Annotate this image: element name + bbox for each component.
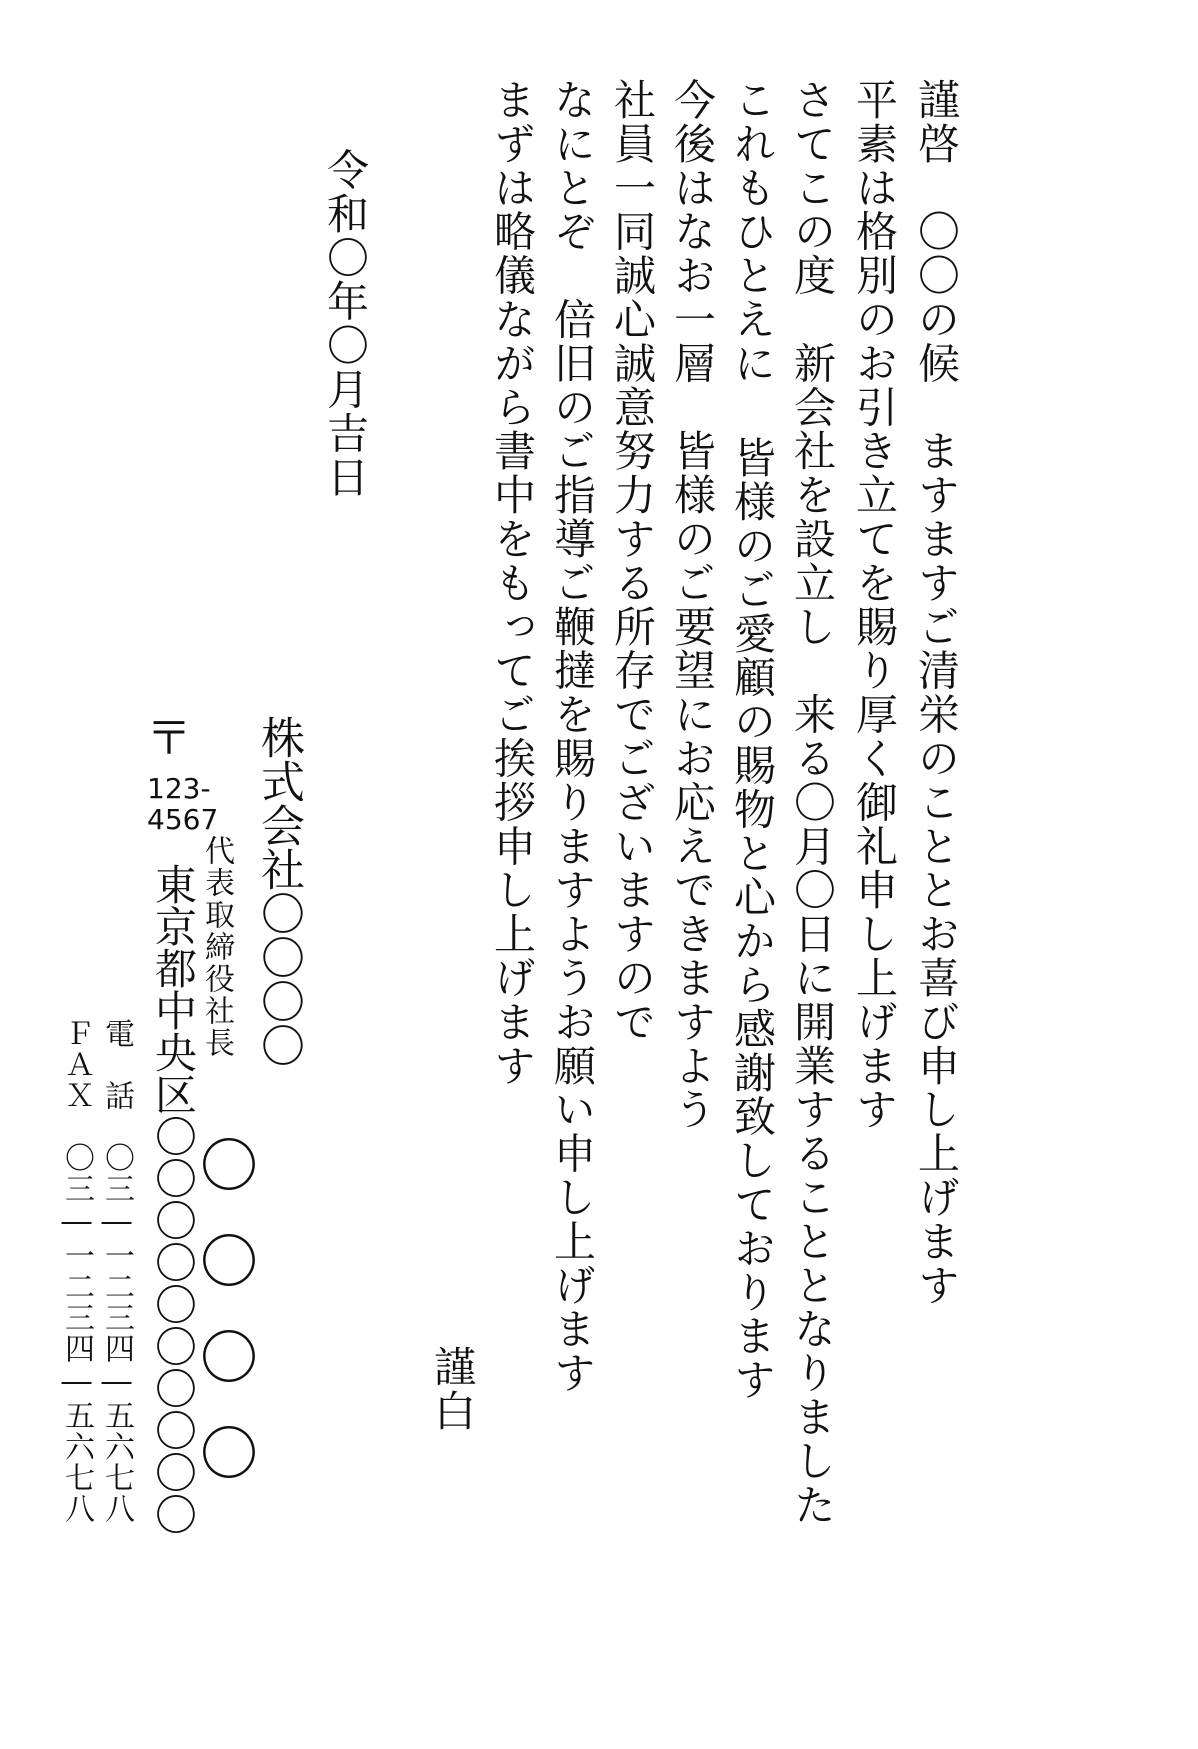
- letter-date: 令和〇年〇月吉日: [321, 148, 370, 500]
- letter-body-line-6: 社員一同誠心誠意努力する所存でございますので: [608, 78, 657, 1044]
- letter-closing: 謹白: [428, 1345, 477, 1433]
- letter-body-line-8: まずは略儀ながら書中をもってご挨拶申し上げます: [488, 78, 537, 1088]
- sender-fax: ＦＡＸ 〇三―一二三四―五六七八: [59, 1018, 94, 1524]
- postal-code: 123-4567: [147, 772, 219, 837]
- letter-body-line-1: 謹啓 〇〇の候 ますますご清栄のこととお喜び申し上げます: [912, 78, 961, 1308]
- sender-tel: 電 話 〇三―一二三四―五六七八: [99, 1018, 134, 1524]
- sender-title: 代表取締役社長: [199, 835, 234, 1059]
- letter-body-line-7: なにとぞ 倍旧のご指導ご鞭撻を賜りますようお願い申し上げます: [548, 78, 597, 1395]
- sender-address: 東京都中央区〇〇〇〇〇〇〇〇〇〇: [149, 863, 198, 1535]
- letter-body-line-5: 今後はなお一層 皆様のご要望にお応えできますよう: [668, 78, 717, 1132]
- letter-body-line-2: 平素は格別のお引き立てを賜り厚く御礼申し上げます: [850, 78, 899, 1132]
- letter-body-line-4: これもひとえに 皆様のご愛顧の賜物と心から感謝致しております: [728, 78, 777, 1402]
- postal-mark: 〒: [146, 711, 192, 765]
- sender-name: 〇〇〇〇: [190, 1135, 258, 1519]
- letter-body-line-3: さてこの度 新会社を設立し 来る〇月〇日に開業することとなりました: [788, 78, 837, 1527]
- sender-company: 株式会社〇〇〇〇: [253, 715, 304, 1067]
